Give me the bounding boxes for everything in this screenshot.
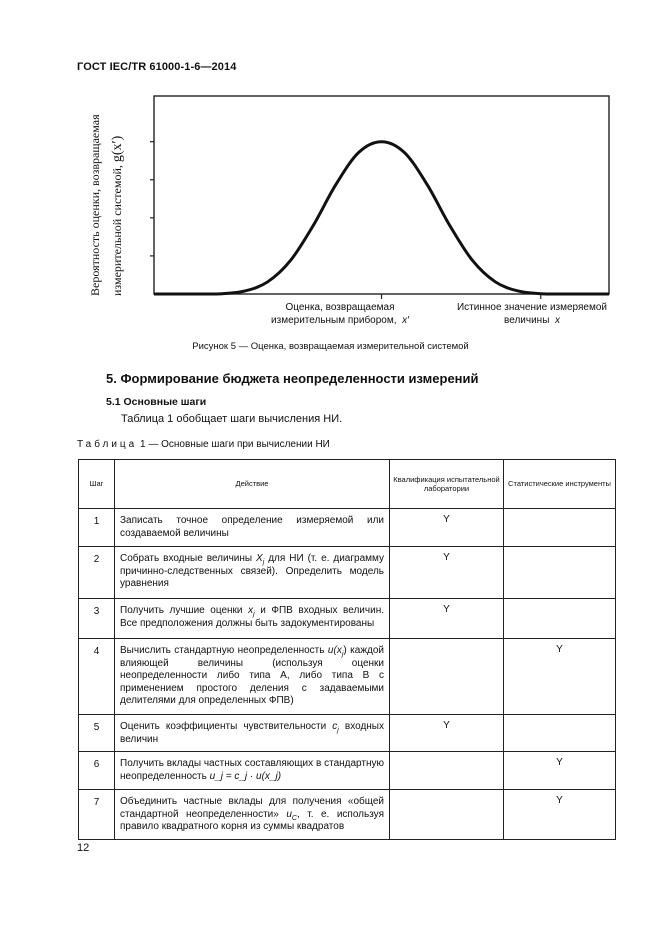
step-number: 5 [79,715,115,752]
x-label-measured [250,301,430,327]
y-axis-label-line1: Вероятность оценки, возвращаемая [88,114,102,296]
x-label-measured-line2 [250,314,430,327]
step-action [115,599,390,639]
tools-mark [504,509,616,547]
table-row [79,639,616,715]
action-variable: u [286,808,292,820]
step-action [115,639,390,715]
header-tools: Статистические инструменты [504,460,616,509]
lab-mark: Y [390,509,504,547]
action-variable: X [256,553,263,564]
step-number: 6 [79,752,115,790]
table-caption-number: 1 [140,439,146,450]
header-lab: Квалификация испытательной лаборатории [390,460,504,509]
x-label-measured-line1: Оценка, возвращаемая [285,302,395,313]
action-text: Оценить коэффициенты чувствительности [120,721,333,732]
lab-mark: Y [390,599,504,639]
steps-table [78,459,616,840]
tools-mark: Y [504,790,616,840]
step-action [115,715,390,752]
header-action: Действие [115,460,390,509]
x-label-true-text: величины [504,315,550,326]
step-number: 2 [79,547,115,599]
table-row [79,599,616,639]
table-row [79,547,616,599]
step-number: 4 [79,639,115,715]
action-text: для НИ (т. е. диаграмму причинно-следственных связей). Определить модель уравнения [120,553,384,589]
y-axis-label-text: измерительной системой, [110,165,124,296]
document-header: ГОСТ IEC/TR 61000-1-6—2014 [77,61,237,73]
tools-mark: Y [504,752,616,790]
table-row [79,715,616,752]
page-number: 12 [77,842,90,854]
action-text: Получить лучшие оценки [120,605,249,616]
intro-paragraph: Таблица 1 обобщает шаги вычисления НИ. [121,413,343,425]
step-number: 7 [79,790,115,840]
step-action: Записать точное определение измеряемой или создаваемой величины [115,509,390,547]
figure [80,96,620,336]
action-text: Объединить частные вклады для получения «общей стандартной неопределенности» [120,796,384,820]
y-axis-symbol: g(x′) [110,135,125,163]
action-text: Получить вклады частных составляющих в стандартную неопределенность [120,758,384,782]
action-text: , т. е. используя правило квадратного корня из суммы квадратов [120,808,384,832]
action-text: ) каждой влияющей величины (используя оценки неопределенности либо типа А, либо типа В с применением простого деления с задаваемыми делителями для определенных ФПВ) [120,645,384,706]
action-subscript: j [337,727,339,734]
x-label-true-symbol: x [554,315,560,326]
lab-mark: Y [390,547,504,599]
action-subscript: C [291,814,297,822]
action-variable: c [332,721,338,732]
lab-mark: Y [390,715,504,752]
action-text: и ФПВ входных величин. Все предположения должны быть задокументированы [120,605,384,629]
action-formula: u_j = c_j · u(x_j) [209,770,282,782]
lab-mark [390,790,504,840]
probability-curve [154,142,609,294]
step-action [115,752,390,790]
bell-curve-chart [80,96,620,336]
tools-mark [504,715,616,752]
y-axis-label-line2 [110,136,126,296]
x-label-measured-text: измерительным прибором, [271,315,397,326]
x-label-true-line2 [442,314,622,327]
plot-frame [154,96,609,294]
x-label-true-line1: Истинное значение измеряемой [456,302,608,313]
figure-caption: Рисунок 5 — Оценка, возвращаемая измерительной системой [192,341,469,352]
table-caption [77,439,330,450]
x-label-true [442,301,622,327]
step-number: 3 [79,599,115,639]
table-row [79,752,616,790]
step-action [115,547,390,599]
tools-mark [504,599,616,639]
table-caption-title: — Основные шаги при вычислении НИ [148,439,330,450]
action-subscript: j [262,559,265,566]
subsection-title: 5.1 Основные шаги [106,396,207,408]
table-caption-label: Таблица [77,439,138,450]
action-subscript: j [341,651,344,658]
action-text: Собрать входные величины [120,553,257,564]
x-label-measured-symbol: x′ [402,315,409,326]
x-ticks [382,294,541,299]
section-title: 5. Формирование бюджета неопределенности измерений [106,371,479,386]
lab-mark [390,639,504,715]
tools-mark: Y [504,639,616,715]
action-text: Вычислить стандартную неопределенность [120,645,328,656]
table-row [79,790,616,840]
action-text: входных величин [120,721,384,745]
action-subscript: j [253,611,255,618]
tools-mark [504,547,616,599]
header-step: Шаг [79,460,115,509]
step-action [115,790,390,840]
action-variable: x [248,605,254,616]
table-header-row [79,460,616,509]
table-row [79,509,616,547]
lab-mark [390,752,504,790]
step-number: 1 [79,509,115,547]
action-variable: u(x [327,645,342,656]
